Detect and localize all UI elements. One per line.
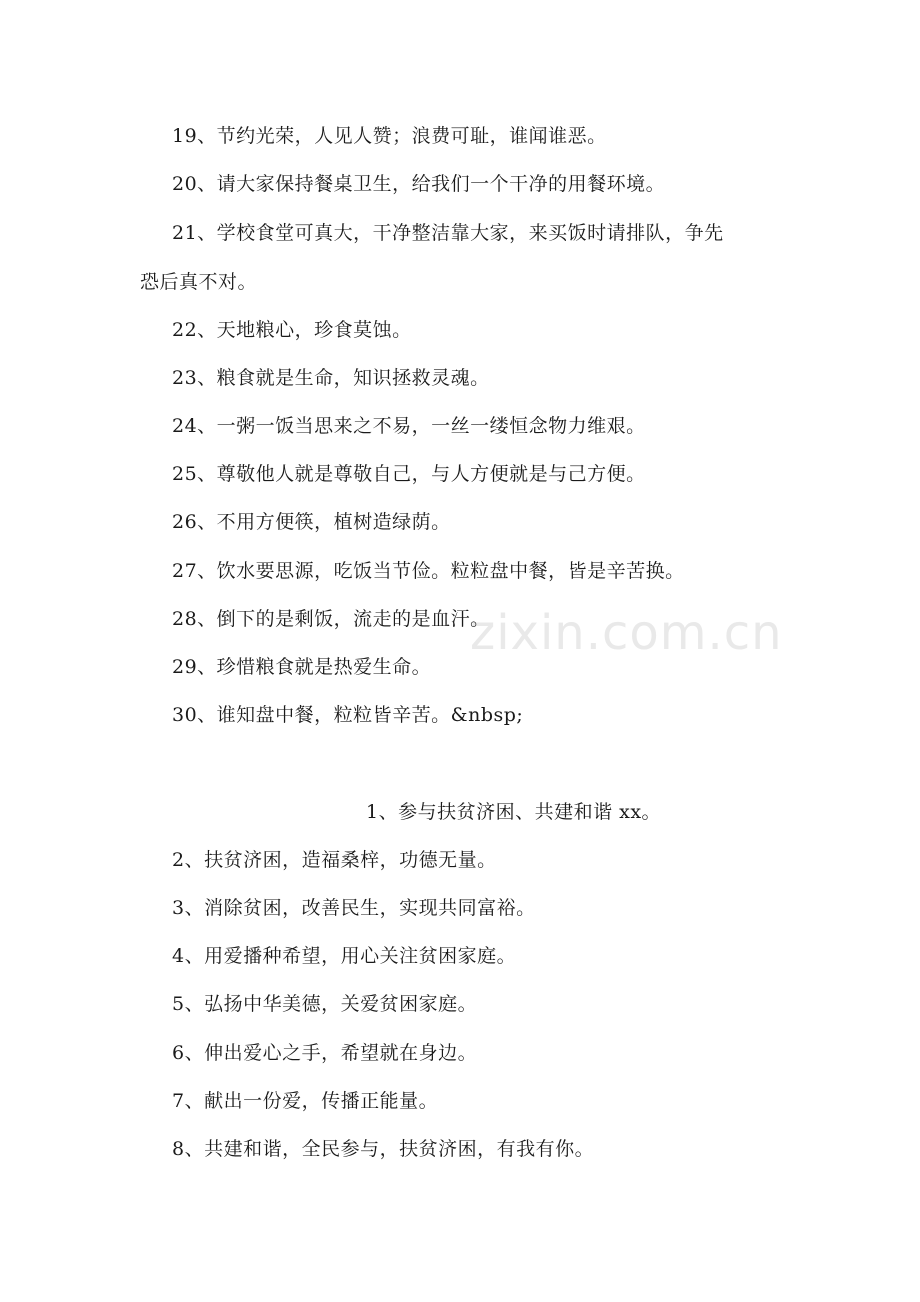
slogan-21-continued: 恐后真不对。 bbox=[140, 271, 258, 293]
slogan-4: 4、用爱播种希望，用心关注贫困家庭。 bbox=[172, 945, 517, 967]
slogan-29: 29、珍惜粮食就是热爱生命。 bbox=[172, 656, 432, 678]
slogan-6: 6、伸出爱心之手，希望就在身边。 bbox=[172, 1042, 478, 1064]
slogan-19: 19、节约光荣，人见人赞；浪费可耻，谁闻谁恶。 bbox=[172, 125, 607, 147]
slogan-22: 22、天地粮心，珍食莫蚀。 bbox=[172, 319, 412, 341]
slogan-23: 23、粮食就是生命，知识拯救灵魂。 bbox=[172, 367, 490, 389]
slogan-30: 30、谁知盘中餐，粒粒皆辛苦。&nbsp; bbox=[172, 704, 524, 726]
section-heading: 1、参与扶贫济困、共建和谐 xx。 bbox=[366, 801, 662, 823]
slogan-2: 2、扶贫济困，造福桑梓，功德无量。 bbox=[172, 849, 497, 871]
slogan-8: 8、共建和谐，全民参与，扶贫济困，有我有你。 bbox=[172, 1138, 595, 1160]
slogan-20: 20、请大家保持餐桌卫生，给我们一个干净的用餐环境。 bbox=[172, 173, 666, 195]
slogan-26: 26、不用方便筷，植树造绿荫。 bbox=[172, 511, 451, 533]
slogan-3: 3、消除贫困，改善民生，实现共同富裕。 bbox=[172, 897, 536, 919]
slogan-5: 5、弘扬中华美德，关爱贫困家庭。 bbox=[172, 993, 478, 1015]
slogan-27: 27、饮水要思源，吃饭当节俭。粒粒盘中餐，皆是辛苦换。 bbox=[172, 560, 685, 582]
slogan-21: 21、学校食堂可真大，干净整洁靠大家，来买饭时请排队，争先 bbox=[172, 222, 724, 244]
slogan-24: 24、一粥一饭当思来之不易，一丝一缕恒念物力维艰。 bbox=[172, 415, 646, 437]
slogan-25: 25、尊敬他人就是尊敬自己，与人方便就是与己方便。 bbox=[172, 463, 646, 485]
watermark-text: zixin.com.cn bbox=[470, 605, 783, 661]
slogan-7: 7、献出一份爱，传播正能量。 bbox=[172, 1090, 439, 1112]
slogan-28: 28、倒下的是剩饭，流走的是血汗。 bbox=[172, 608, 490, 630]
